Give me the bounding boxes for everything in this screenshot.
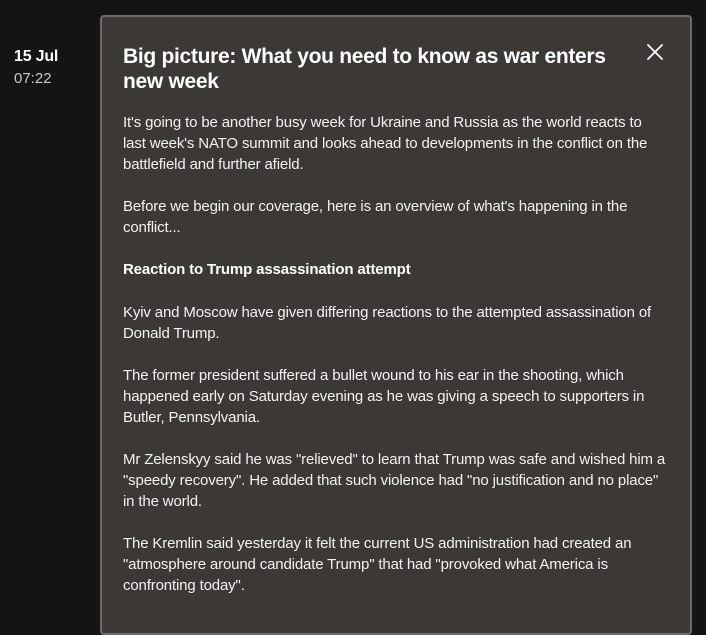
live-post-card (100, 15, 692, 635)
post-paragraph: Kyiv and Moscow have given differing reactions to the attempted assassination of Donald Trump. (123, 304, 652, 342)
post-paragraph: It's going to be another busy week for Ukraine and Russia as the world reacts to last week's NATO summit and looks ahead to developments in the conflict on the battlefield and further afield. (123, 114, 648, 173)
close-icon (644, 41, 666, 63)
post-timestamp (14, 47, 58, 89)
post-date: 15 Jul (14, 48, 59, 65)
post-paragraph: The former president suffered a bullet wound to his ear in the shooting, which happened early on Saturday evening as he was giving a speech to supporters in Butler, Pennsylvania. (123, 367, 645, 426)
post-title: Big picture: What you need to know as war enters new week (123, 45, 606, 93)
post-paragraph: Before we begin our coverage, here is an overview of what's happening in the conflict... (123, 198, 628, 236)
post-paragraph: The Kremlin said yesterday it felt the current US administration had created an "atmosphere around candidate Trump" that had "provoked what America is confronting today". (123, 535, 632, 594)
post-paragraph: Mr Zelenskyy said he was "relieved" to learn that Trump was safe and wished him a "speedy recovery". He added that such violence had "no justification and no place" in the world. (123, 451, 666, 510)
post-time: 07:22 (14, 70, 52, 87)
post-subheading: Reaction to Trump assassination attempt (123, 261, 411, 278)
post-body (123, 112, 668, 596)
close-button[interactable] (644, 41, 666, 63)
